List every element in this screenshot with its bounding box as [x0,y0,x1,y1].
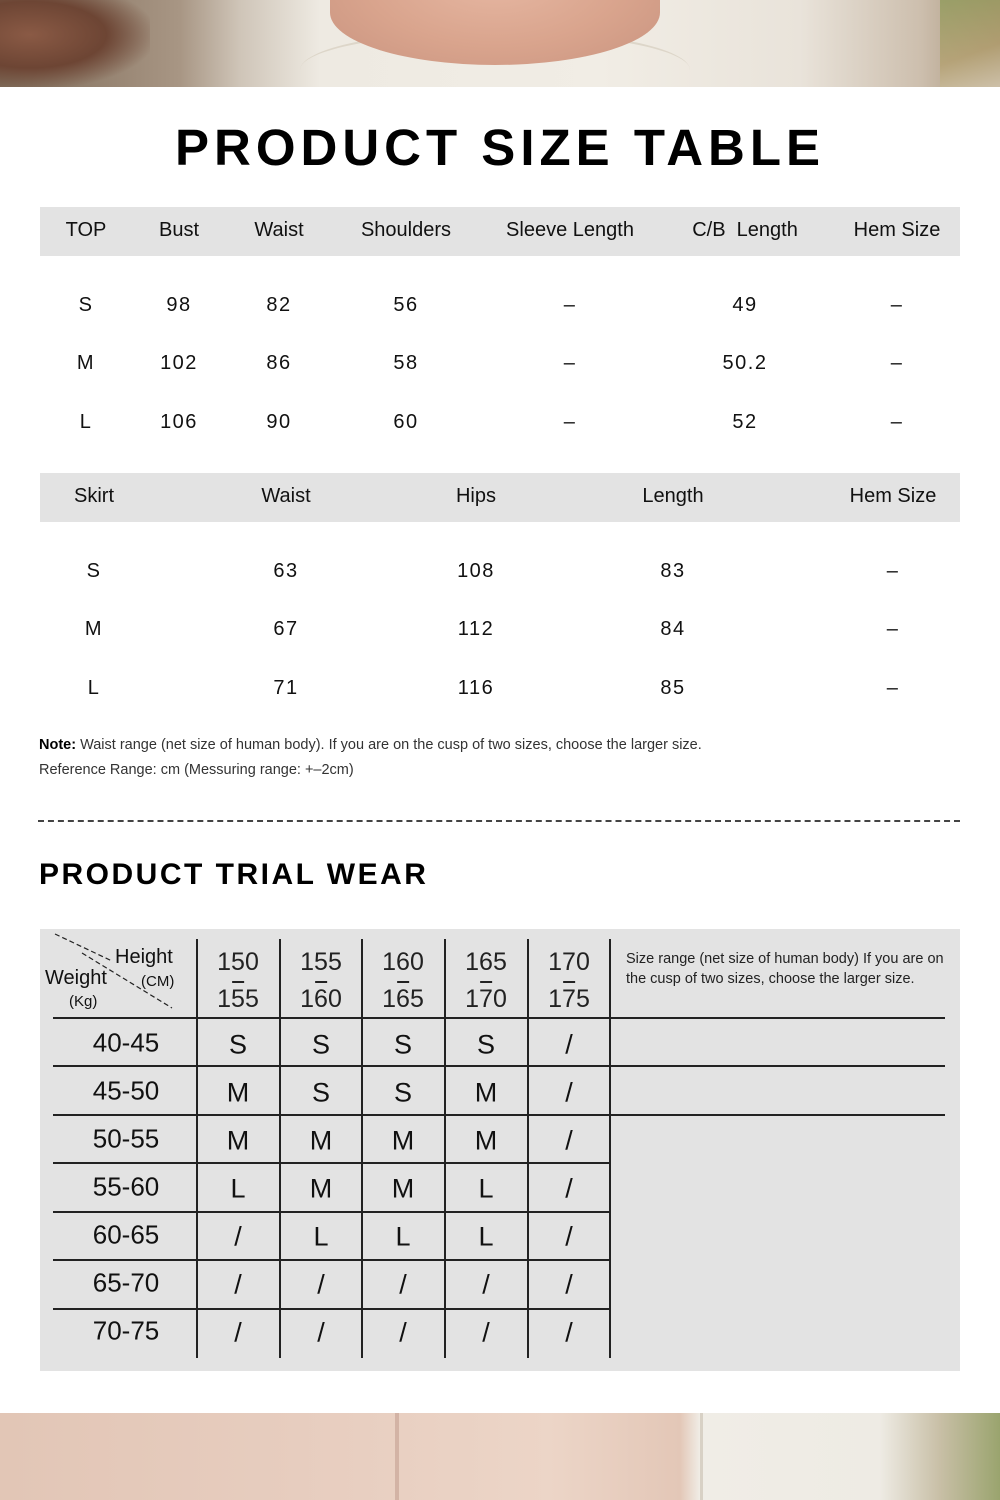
top-row-m-length: 50.2 [722,352,768,374]
skirt-row-l-length: 85 [660,677,686,699]
height-range-to: 175 [548,985,590,1013]
top-table-header [40,207,960,256]
top-row-l-size: L [79,411,93,433]
trial-cell: M [226,1125,250,1156]
top-row-s-hem: – [890,294,904,316]
weight-label-45-50: 45-50 [92,1075,160,1106]
corner-kg-label: (Kg) [69,993,98,1010]
trial-cell: / [565,1269,573,1300]
trial-cell: / [399,1317,407,1348]
top-header-cb-length: C/B Length [692,219,798,241]
trial-cell: L [478,1173,494,1204]
trial-cell: / [565,1077,573,1108]
top-row-m-hem: – [890,352,904,374]
trial-cell: L [478,1221,494,1252]
skirt-row-s-hem: – [886,560,900,582]
photo-fabric-fold [700,1413,703,1500]
top-row-s-length: 49 [732,294,758,316]
top-row-s-sleeve: – [563,294,577,316]
height-range-to: 165 [382,985,424,1013]
top-row-l-sleeve: – [563,411,577,433]
grid-hline [53,1114,945,1116]
skirt-row-s-size: S [86,560,102,582]
trial-cell: / [234,1317,242,1348]
range-dash [315,981,327,983]
height-range-160-165 [382,944,424,1018]
skirt-row-m-size: M [84,618,104,640]
top-photo-strip [0,0,1000,87]
trial-cell: S [311,1077,331,1108]
trial-side-note: Size range (net size of human body) If you are on the cusp of two sizes, choose the larger size. [626,951,944,987]
trial-cell: / [565,1173,573,1204]
grid-vline [527,939,529,1358]
top-row-l-waist: 90 [266,411,292,433]
grid-vline [279,939,281,1358]
top-row-m-bust: 102 [160,352,198,374]
trial-cell: / [565,1317,573,1348]
top-row-l-bust: 106 [160,411,198,433]
trial-cell: / [482,1317,490,1348]
top-header-waist: Waist [254,219,304,241]
top-header-shoulders: Shoulders [360,219,452,241]
weight-label-70-75: 70-75 [92,1315,160,1346]
note-line-2: Reference Range: cm (Messuring range: +–2cm) [39,762,354,778]
trial-cell: S [393,1029,413,1060]
height-range-from: 165 [465,948,507,976]
trial-cell: S [311,1029,331,1060]
trial-cell: / [234,1269,242,1300]
skirt-row-s-length: 83 [660,560,686,582]
photo-hair [0,0,150,87]
note-line-1 [39,737,702,753]
height-range-150-155 [217,944,259,1018]
top-row-m-size: M [76,352,96,374]
grid-vline [196,939,198,1358]
top-row-s-shoulders: 56 [393,294,419,316]
corner-cm-label: (CM) [141,973,175,990]
grid-vline [361,939,363,1358]
trial-cell: M [391,1173,415,1204]
height-range-to: 160 [300,985,342,1013]
top-header-hem: Hem Size [853,219,941,241]
photo-fabric-fold [395,1413,399,1500]
height-range-to: 170 [465,985,507,1013]
grid-hline [53,1017,945,1019]
trial-cell: M [309,1125,333,1156]
grid-hline [53,1259,610,1261]
top-row-s-waist: 82 [266,294,292,316]
trial-cell: / [317,1269,325,1300]
skirt-row-m-hips: 112 [457,618,495,640]
photo-foliage [940,0,1000,87]
trial-cell: S [476,1029,496,1060]
height-range-from: 150 [217,948,259,976]
top-row-s-bust: 98 [166,294,192,316]
skirt-header-skirt: Skirt [74,485,114,507]
trial-cell: S [393,1077,413,1108]
height-range-from: 160 [382,948,424,976]
skirt-row-s-hips: 108 [457,560,495,582]
top-header-sleeve: Sleeve Length [506,219,634,241]
trial-cell: / [399,1269,407,1300]
range-dash [397,981,409,983]
height-range-155-160 [300,944,342,1018]
weight-label-65-70: 65-70 [92,1267,160,1298]
weight-label-50-55: 50-55 [92,1123,160,1154]
trial-cell: S [228,1029,248,1060]
corner-weight-label: Weight [45,967,107,989]
skirt-row-m-waist: 67 [273,618,299,640]
top-row-m-shoulders: 58 [393,352,419,374]
skirt-row-s-waist: 63 [273,560,299,582]
grid-vline [444,939,446,1358]
top-header-bust: Bust [158,219,200,241]
skirt-header-hips: Hips [455,485,497,507]
top-row-l-hem: – [890,411,904,433]
top-row-s-size: S [78,294,94,316]
weight-label-40-45: 40-45 [92,1027,160,1058]
trial-cell: / [565,1221,573,1252]
page-title: PRODUCT SIZE TABLE [174,119,826,176]
trial-cell: M [309,1173,333,1204]
height-range-165-170 [465,944,507,1018]
top-header-top: TOP [65,219,107,241]
grid-hline [53,1162,610,1164]
trial-cell: / [565,1029,573,1060]
skirt-row-l-waist: 71 [273,677,299,699]
trial-cell: L [230,1173,246,1204]
trial-cell: / [234,1221,242,1252]
grid-hline [53,1065,945,1067]
top-row-l-length: 52 [732,411,758,433]
height-range-to: 155 [217,985,259,1013]
note-text: Waist range (net size of human body). If you are on the cusp of two sizes, choose the larger size. [76,737,702,753]
bottom-photo-strip [0,1413,1000,1500]
skirt-header-length: Length [642,485,704,507]
grid-hline [53,1211,610,1213]
height-range-from: 170 [548,948,590,976]
weight-label-60-65: 60-65 [92,1219,160,1250]
grid-vline [609,939,611,1358]
range-dash [480,981,492,983]
section-divider [38,820,960,822]
grid-hline [53,1308,610,1310]
corner-height-label: Height [115,946,173,968]
skirt-row-l-hem: – [886,677,900,699]
trial-cell: L [313,1221,329,1252]
skirt-header-waist: Waist [261,485,311,507]
trial-wear-title: PRODUCT TRIAL WEAR [39,858,429,891]
trial-cell: M [226,1077,250,1108]
top-row-m-sleeve: – [563,352,577,374]
trial-cell: / [482,1269,490,1300]
top-row-l-shoulders: 60 [393,411,419,433]
note-label: Note: [39,737,77,753]
range-dash [232,981,244,983]
trial-cell: / [317,1317,325,1348]
trial-cell: L [395,1221,411,1252]
trial-cell: M [474,1125,498,1156]
height-range-170-175 [548,944,590,1018]
skirt-header-hem: Hem Size [849,485,937,507]
trial-cell: / [565,1125,573,1156]
skirt-row-m-hem: – [886,618,900,640]
top-row-m-waist: 86 [266,352,292,374]
height-range-from: 155 [300,948,342,976]
weight-label-55-60: 55-60 [92,1171,160,1202]
skirt-table-header [40,473,960,522]
range-dash [563,981,575,983]
trial-cell: M [474,1077,498,1108]
skirt-row-l-size: L [87,677,101,699]
trial-cell: M [391,1125,415,1156]
skirt-row-m-length: 84 [660,618,686,640]
skirt-row-l-hips: 116 [457,677,495,699]
